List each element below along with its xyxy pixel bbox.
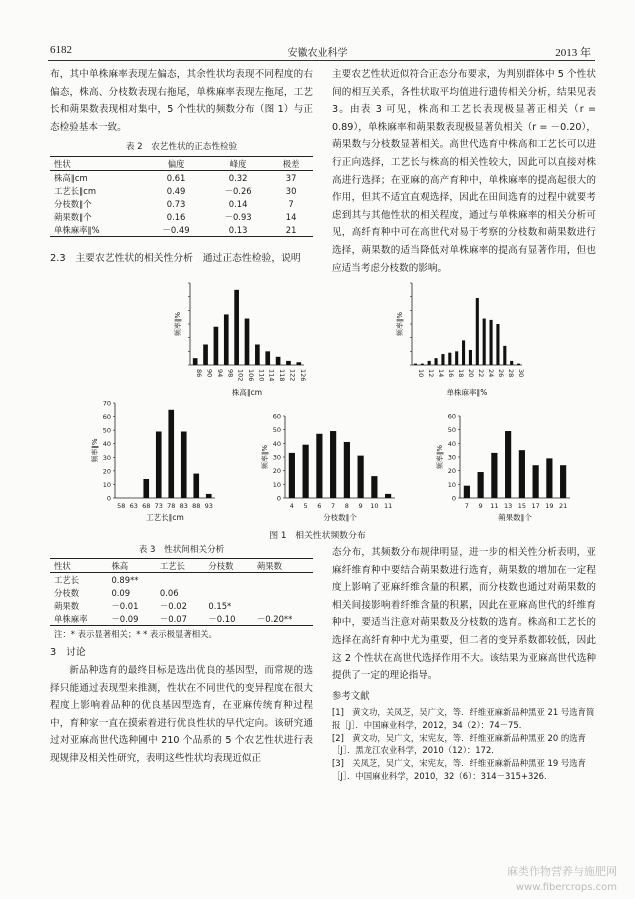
figure-1-caption: 图 1 相关性状频数分布 — [269, 531, 366, 541]
table3 — [50, 558, 313, 626]
x-tick-label: 73 — [154, 502, 163, 510]
table2-header: 性状 — [54, 158, 71, 169]
table-cell: 单株麻率∥% — [54, 224, 100, 235]
x-tick-label: 6 — [317, 502, 322, 510]
histogram-bar — [255, 345, 260, 366]
table-cell: 蒴果数 — [54, 600, 80, 611]
histogram-bar — [505, 431, 511, 498]
histogram-bar — [168, 410, 174, 498]
x-tick-label: 102 — [236, 369, 245, 382]
histogram-bar — [193, 474, 199, 498]
table-cell: －0.09 — [111, 613, 139, 624]
histogram-bar — [435, 358, 438, 365]
x-tick-label: 7 — [464, 502, 469, 510]
header-rule — [48, 60, 595, 61]
right-paragraph-2: 态分布，其频数分布规律明显，进一步的相关性分析表明，亚麻纤维育种中要结合蒴果数进行选育，蒴果数的增加在一定程度上影响了亚麻纤维含量的积累，而分枝数也通过对蒴果数的相关间接影响着纤维含量的积累，因此在亚麻高世代的纤维育种中，要适当注意对蒴果数及分枝数的选育。株高和工艺长的选择在高纤育种中尤为重要，但二者的变异系数都较低，因此这 2 个性状在高世代选择作用不大。该结果为亚麻高世代选种提供了一定的理论指导。 — [332, 547, 596, 682]
x-tick-label: 63 — [129, 502, 138, 510]
y-tick-label: 0 — [451, 494, 456, 503]
histogram-bar — [245, 319, 250, 365]
table-cell — [204, 573, 252, 587]
table-cell — [156, 573, 204, 587]
histogram-bar — [469, 350, 472, 365]
x-tick-label: 30 — [517, 369, 525, 378]
x-axis-label: 单株麻率∥% — [446, 388, 488, 397]
table-cell: 0.32 — [228, 172, 248, 183]
histogram-bar — [490, 320, 493, 365]
x-tick-label: 4 — [289, 502, 294, 510]
x-tick-label: 90 — [205, 369, 214, 378]
table2-caption: 表 2 农艺性状的正态性检验 — [125, 142, 238, 152]
histogram-bar — [448, 353, 451, 365]
histogram-bar — [289, 453, 295, 498]
table-row — [50, 184, 313, 197]
table3-header: 性状 — [54, 560, 71, 571]
histogram-bar — [503, 346, 506, 365]
section-3-heading: 3 讨论 — [50, 647, 86, 658]
y-tick-label: 0 — [106, 494, 111, 503]
x-axis-label: 分枝数∥个 — [323, 513, 357, 522]
x-tick-label: 7 — [331, 502, 336, 510]
table-cell: －0.10 — [208, 613, 236, 624]
y-tick-label: 70 — [102, 399, 111, 408]
x-tick-label: 88 — [192, 502, 201, 510]
table-row — [50, 197, 313, 210]
table-cell: －0.49 — [162, 224, 190, 235]
histogram-bar — [330, 431, 336, 498]
table3-note: 注：* 表示显著相关；* * 表示极显著相关。 — [54, 629, 217, 639]
table-cell: 0.49 — [166, 185, 186, 196]
x-axis-label: 株高∥cm — [231, 388, 263, 397]
x-tick-label: 19 — [545, 502, 554, 510]
reference-item: [3] 关凤芝，吴广文，宋宪友，等．纤维亚麻新品种黑亚 19 号选育［J］．中国麻业科学，2010，32（6）：314－315+326． — [332, 758, 586, 781]
table-cell: 0.73 — [166, 198, 186, 209]
histogram-bar — [385, 494, 391, 498]
y-tick-label: 0 — [276, 494, 281, 503]
table2-header-row — [50, 157, 313, 171]
table-cell: 工艺长 — [54, 574, 80, 585]
histogram-bar — [371, 476, 377, 498]
x-tick-label: 17 — [531, 502, 540, 510]
table2-header: 极差 — [282, 158, 300, 169]
y-tick-label: 20 — [102, 467, 111, 476]
figure-1-histograms — [40, 268, 600, 538]
x-tick-label: 13 — [503, 502, 513, 510]
x-tick-label: 83 — [179, 502, 188, 510]
y-tick-label: 60 — [447, 412, 456, 421]
table-cell: 0.61 — [166, 172, 186, 183]
table-cell: 分枝数 — [54, 587, 80, 598]
y-axis-label: 频率∥% — [91, 438, 99, 463]
table-cell: 7 — [288, 198, 294, 209]
left-paragraph-1: 布，其中单株麻率表现左偏态，其余性状均表现不同程度的右偏态，株高、分枝数表现右拖尾，单株麻率表现左拖尾，工艺长和蒴果数表现相对集中，5 个性状的频数分布（图 1）与正态检验基本一致。 — [50, 69, 313, 133]
histogram-bar — [462, 340, 465, 365]
x-tick-label: 126 — [298, 369, 307, 382]
histogram-bar — [156, 432, 162, 499]
x-tick-label: 9 — [478, 502, 483, 510]
x-tick-label: 9 — [358, 502, 363, 510]
references-heading: 参考文献 — [332, 691, 370, 702]
histogram-bar — [203, 345, 208, 366]
histogram-bar — [414, 364, 417, 365]
x-tick-label: 22 — [477, 369, 485, 378]
histogram-bar — [510, 361, 513, 365]
x-tick-label: 16 — [447, 369, 455, 378]
table-cell: －0.26 — [224, 185, 252, 196]
table2-header: 偏度 — [167, 158, 185, 169]
table-cell: 14 — [285, 211, 297, 222]
y-axis-label: 频率∥% — [396, 311, 404, 337]
x-tick-label: 98 — [226, 369, 235, 378]
histogram-bar — [286, 361, 291, 365]
reference-item: [2] 黄文功，吴广文，宋宪友，等．纤维亚麻新品种黑亚 20 的选育［J］．黑龙江农业科学，2010（12）：172． — [332, 732, 586, 756]
histogram-bar — [533, 465, 539, 498]
right-paragraph-1: 主要农艺性状近似符合正态分布要求，为判别群体中 5 个性状间的相互关系，各性状取平均值进行遗传相关分析，结果见表 3。由表 3 可见，株高和工艺长表现极显著正相关（r = 0.89），单株麻率和蒴果数表现极显著负相关（r = －0.20），蒴果数与分枝数显著相关。高世代选育中株高和工艺长可以进行正向选择，工艺长与株高的相关性较大，因此可以直接对株高进行选择；在亚麻的高产育种中，单株麻率的提高起很大的作用，但其不适宜直观选择，因此在田间选育的过程中就要考虑到其与其他性状的相关程度，通过与单株麻率的相关分析可见，高纤育种中可在高世代对易于考察的分枝数和蒴果数进行选择，蒴果数的适当降低对单株麻率的提高有显著作用，但也应适当考虑分枝数的影响。 — [332, 69, 596, 274]
table-cell: 0.09 — [111, 587, 131, 598]
x-tick-label: 18 — [457, 369, 465, 378]
histogram-bar — [421, 364, 424, 365]
histogram-bar — [476, 298, 479, 365]
y-tick-label: 20 — [447, 467, 456, 476]
x-tick-label: 12 — [427, 369, 435, 378]
y-tick-label: 10 — [447, 480, 456, 489]
watermark-text: 麻类作物营养与施肥网 — [507, 865, 617, 878]
y-tick-label: 50 — [447, 426, 456, 435]
histogram-bar — [496, 324, 499, 365]
x-tick-label: 93 — [204, 502, 213, 510]
table-row — [50, 599, 313, 612]
reference-list — [332, 706, 596, 783]
histogram-bar — [358, 456, 364, 498]
table-cell: 分枝数∥个 — [54, 198, 92, 209]
histogram-bar — [483, 319, 486, 365]
table-row — [50, 223, 313, 237]
y-tick-label: 10 — [272, 480, 281, 489]
table-cell: 0.06 — [159, 587, 179, 598]
y-axis-label: 频率∥% — [261, 444, 269, 470]
x-tick-label: 94 — [215, 369, 224, 378]
y-tick-label: 40 — [102, 440, 111, 449]
y-tick-label: 50 — [272, 426, 281, 435]
x-tick-label: 8 — [344, 502, 349, 510]
y-tick-label: 30 — [447, 453, 456, 462]
histogram-bar — [193, 358, 198, 365]
histogram-bar — [546, 458, 552, 498]
reference-item: [1] 黄文功，关凤芝，吴广文，等．纤维亚麻新品种黑亚 21 号选育简报［J］．中国麻业科学，2012，34（2）：74－75． — [332, 707, 595, 730]
left-paragraph-2: 新品种选育的最终目标是选出优良的基因型，而常规的选择只能通过表现型来推测，性状在不同世代的变异程度在很大程度上影响着品种的优良基因型选育，在亚麻传统育种过程中，育种家一直在摸索着进行优良性状的早代定向。该研究通过对亚麻高世代选种圃中 210 个品系的 5 个农艺性状进行表现规律及相关性研究，表明这些性状均表现近似正 — [50, 665, 313, 764]
table-cell: 单株麻率 — [54, 613, 88, 624]
table-cell: －0.20** — [256, 613, 293, 624]
table-cell: 0.16 — [166, 211, 186, 222]
histogram-bar — [441, 354, 444, 365]
y-tick-label: 60 — [102, 413, 111, 422]
table-cell: －0.93 — [224, 211, 252, 222]
histogram-bar — [344, 442, 350, 498]
y-tick-label: 30 — [272, 453, 281, 462]
histogram-bar — [276, 357, 281, 365]
table-cell — [253, 573, 313, 587]
x-tick-label: 118 — [278, 369, 287, 382]
x-tick-label: 68 — [142, 502, 151, 510]
x-tick-label: 28 — [507, 369, 515, 378]
histogram-bar — [234, 290, 239, 365]
table-cell: 0.15* — [208, 600, 232, 611]
x-axis-label: 蒴果数∥个 — [498, 513, 532, 522]
histogram-bar — [464, 486, 470, 498]
x-tick-label: 58 — [117, 502, 126, 510]
histogram-bar — [560, 465, 566, 498]
journal-name: 安徽农业科学 — [287, 48, 348, 59]
x-tick-label: 24 — [487, 369, 495, 378]
table2-header: 峰度 — [229, 158, 247, 169]
table-cell — [253, 586, 313, 599]
x-tick-label: 10 — [370, 502, 379, 510]
table-cell: 37 — [285, 172, 297, 183]
table3-header: 株高 — [111, 560, 129, 571]
histogram-bar — [224, 314, 229, 365]
histogram-bar — [316, 434, 322, 498]
table-row — [50, 586, 313, 599]
table-cell: 30 — [285, 185, 297, 196]
x-tick-label: 122 — [288, 369, 297, 382]
y-tick-label: 30 — [102, 453, 111, 462]
x-tick-label: 14 — [437, 369, 445, 378]
x-tick-label: 78 — [167, 502, 176, 510]
table-cell: 0.14 — [228, 198, 248, 209]
x-tick-label: 86 — [195, 369, 204, 378]
table3-header: 蒴果数 — [256, 560, 283, 571]
histogram-bar — [455, 351, 458, 365]
y-tick-label: 40 — [447, 439, 456, 448]
histogram-bar — [143, 479, 149, 498]
histogram-bar — [478, 472, 484, 498]
table3-header: 分枝数 — [208, 560, 234, 571]
watermark-url: www.fibercrops.com — [515, 882, 617, 893]
histogram-bar — [181, 432, 187, 499]
year: 2013 年 — [555, 47, 591, 59]
x-tick-label: 5 — [303, 502, 308, 510]
table3-caption: 表 3 性状间相关分析 — [138, 545, 225, 555]
x-tick-label: 110 — [257, 369, 266, 382]
y-tick-label: 60 — [272, 412, 281, 421]
table-row — [50, 171, 313, 185]
table-cell: －0.02 — [159, 600, 187, 611]
x-tick-label: 21 — [558, 502, 568, 510]
histogram-bar — [303, 445, 309, 498]
histogram-bar — [206, 494, 212, 498]
table2 — [50, 156, 313, 237]
histogram-bar — [214, 327, 219, 365]
x-tick-label: 10 — [417, 369, 425, 378]
x-tick-label: 106 — [247, 369, 255, 382]
table-cell — [204, 586, 252, 599]
x-tick-label: 15 — [517, 502, 527, 510]
table3-header-row — [50, 559, 313, 573]
x-tick-label: 11 — [383, 502, 393, 510]
table-cell: 0.13 — [228, 224, 248, 235]
histogram-bar — [519, 450, 525, 498]
section-2-3-heading: 2.3 主要农艺性状的相关性分析 通过正态性检验，说明 — [50, 253, 301, 264]
table3-header: 工艺长 — [159, 560, 186, 571]
y-tick-label: 20 — [272, 467, 281, 476]
table-cell — [253, 599, 313, 612]
page-number: 6182 — [50, 44, 72, 56]
table-row — [50, 210, 313, 223]
histogram-bar — [265, 351, 270, 365]
y-axis-label: 频率∥% — [436, 444, 444, 470]
table-cell: －0.01 — [111, 600, 139, 611]
histogram-bar — [491, 453, 497, 498]
histogram-bar — [517, 364, 520, 365]
y-tick-label: 40 — [272, 439, 281, 448]
table-cell: 0.89** — [111, 574, 139, 585]
histogram-bar — [428, 361, 431, 365]
x-tick-label: 26 — [497, 369, 505, 378]
table-cell: 蒴果数∥个 — [54, 211, 92, 222]
y-tick-label: 50 — [102, 426, 111, 435]
table-row — [50, 573, 313, 587]
table-cell: 21 — [285, 224, 297, 235]
x-tick-label: 20 — [467, 369, 475, 378]
y-axis-label: 频率∥% — [174, 311, 182, 337]
histogram-bar — [296, 362, 301, 365]
x-tick-label: 114 — [267, 369, 276, 382]
y-tick-label: 10 — [102, 480, 111, 489]
table-cell: 工艺长∥cm — [54, 185, 97, 196]
x-tick-label: 11 — [490, 502, 499, 510]
x-axis-label: 工艺长∥cm — [146, 513, 184, 522]
table-cell: －0.07 — [159, 613, 187, 624]
table-row — [50, 612, 313, 626]
table-cell: 株高∥cm — [54, 172, 88, 183]
